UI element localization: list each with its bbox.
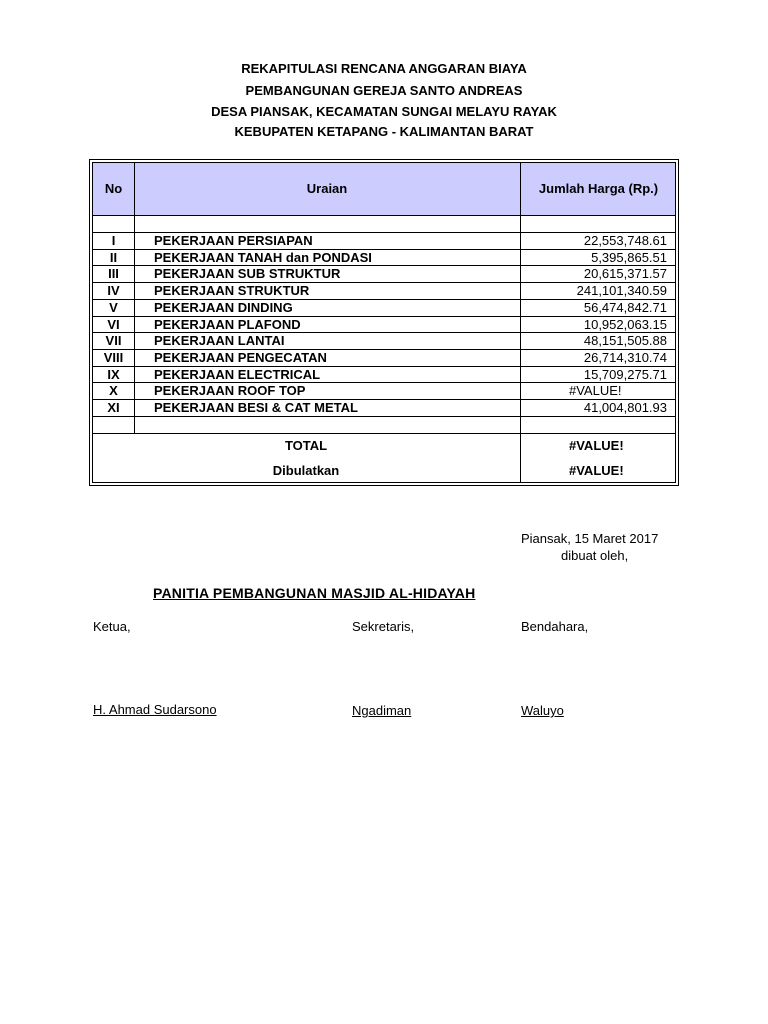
row-number: XI [107, 400, 120, 415]
doc-title: REKAPITULASI RENCANA ANGGARAN BIAYA [241, 61, 527, 76]
row-amount: 241,101,340.59 [576, 283, 667, 299]
row-description: PEKERJAAN PERSIAPAN [154, 233, 313, 248]
table-row [93, 300, 675, 317]
row-description: PEKERJAAN DINDING [154, 299, 293, 315]
row-amount: 41,004,801.93 [583, 400, 667, 415]
row-description: PEKERJAAN PLAFOND [154, 316, 301, 332]
place-date: Piansak, 15 Maret 2017 [521, 531, 659, 546]
rounded-label: Dibulatkan [272, 463, 340, 478]
row-amount: 10,952,063.15 [583, 316, 667, 332]
row-description: PEKERJAAN LANTAI [154, 333, 285, 349]
committee-name: PANITIA PEMBANGUNAN MASJID AL-HIDAYAH [153, 585, 476, 601]
role-chair: Ketua, [93, 619, 131, 634]
name-secretary: Ngadiman [352, 703, 412, 718]
budget-table [89, 159, 679, 486]
budget-table-inner [92, 162, 676, 483]
row-amount: 5,395,865.51 [591, 249, 667, 265]
row-description: PEKERJAAN SUB STRUKTUR [154, 266, 341, 282]
table-row [93, 283, 675, 300]
row-amount: 26,714,310.74 [583, 349, 667, 365]
table-row [93, 383, 675, 400]
table-header [93, 163, 675, 216]
row-number: VI [107, 316, 120, 332]
total-label: TOTAL [284, 438, 328, 453]
row-number: VII [105, 333, 122, 349]
row-number: IV [107, 283, 120, 299]
row-amount: #VALUE! [569, 383, 622, 399]
total-value: #VALUE! [569, 438, 624, 453]
project-name: PEMBANGUNAN GEREJA SANTO ANDREAS [245, 83, 523, 98]
column-header-no: No [104, 181, 123, 196]
name-chair: H. Ahmad Sudarsono [93, 702, 217, 717]
project-location: DESA PIANSAK, KECAMATAN SUNGAI MELAYU RAYAK [211, 104, 557, 119]
row-amount: 15,709,275.71 [583, 366, 667, 382]
column-header-jumlah: Jumlah Harga (Rp.) [538, 181, 659, 196]
row-amount: 20,615,371.57 [583, 266, 667, 282]
row-number: IX [107, 366, 120, 382]
row-divider-after-items [93, 416, 675, 417]
row-number: II [109, 249, 118, 265]
row-number: VIII [103, 349, 124, 365]
rounded-value: #VALUE! [569, 463, 624, 478]
row-amount: 48,151,505.88 [583, 333, 667, 349]
table-row [93, 333, 675, 350]
row-description: PEKERJAAN STRUKTUR [154, 283, 310, 299]
row-amount: 22,553,748.61 [583, 233, 667, 248]
table-row [93, 233, 675, 250]
row-amount: 56,474,842.71 [583, 299, 667, 315]
name-treasurer: Waluyo [521, 703, 564, 718]
table-row [93, 250, 675, 267]
role-secretary: Sekretaris, [352, 619, 415, 634]
row-description: PEKERJAAN ROOF TOP [154, 383, 306, 399]
column-header-uraian: Uraian [306, 181, 348, 196]
row-description: PEKERJAAN TANAH dan PONDASI [154, 249, 372, 265]
row-description: PEKERJAAN PENGECATAN [154, 349, 327, 365]
row-divider-before-total [93, 433, 675, 434]
row-description: PEKERJAAN ELECTRICAL [154, 366, 321, 382]
made-by-label: dibuat oleh, [561, 548, 629, 563]
table-row [93, 317, 675, 334]
row-number: V [109, 299, 118, 315]
table-row [93, 367, 675, 384]
row-number: III [108, 266, 119, 282]
table-row [93, 400, 675, 417]
row-number: X [109, 383, 118, 399]
table-row [93, 350, 675, 367]
table-row [93, 266, 675, 283]
role-treasurer: Bendahara, [521, 619, 589, 634]
row-description: PEKERJAAN BESI & CAT METAL [154, 400, 358, 415]
project-regency: KEBUPATEN KETAPANG - KALIMANTAN BARAT [234, 124, 534, 139]
row-number: I [111, 233, 116, 248]
